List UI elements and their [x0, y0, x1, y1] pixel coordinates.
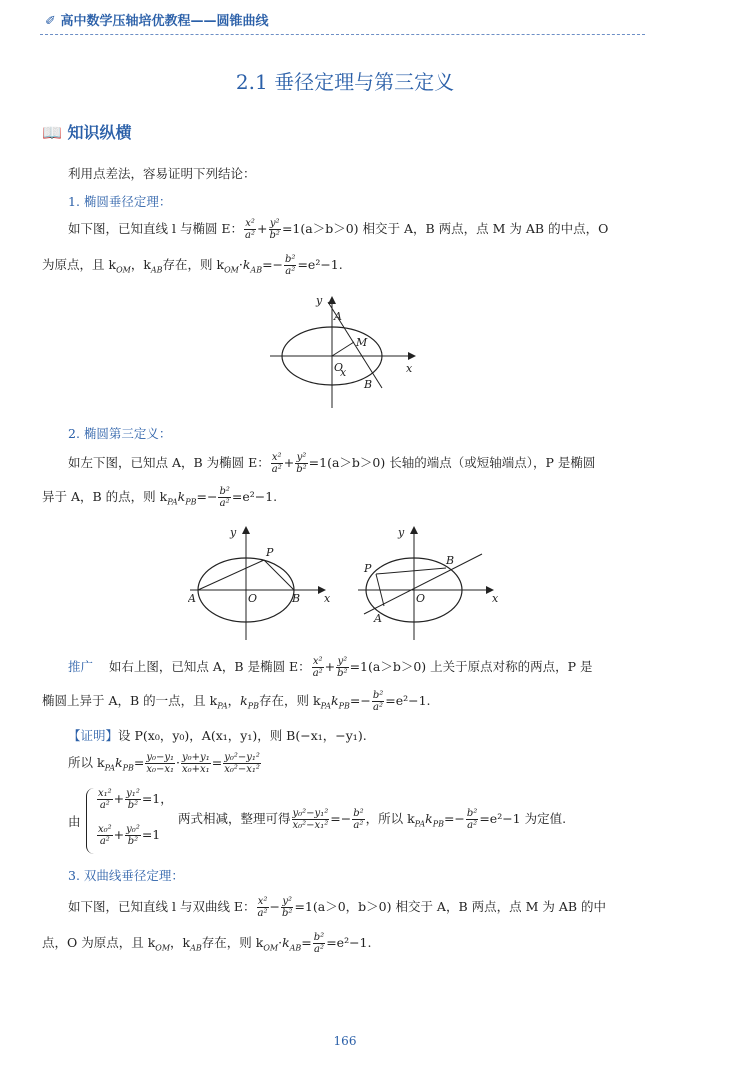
page-title: 2.1 垂径定理与第三定义 [235, 70, 455, 94]
thm3-text-f: =e²−1. [326, 935, 372, 950]
fig1-label-m: M [356, 336, 368, 349]
thm3-line1: 如下图，已知直线 l 与双曲线 E： $\frac{\text{x²}}{\text{a²}}$ − $\frac{\text{y²}}{\text{b²}}$ =1(a＞0，b＞0) 相交于 A，B 两点，点 M 为 AB 的中 [68, 896, 607, 919]
header-title: 高中数学压轴培优教程——圆锥曲线 [60, 14, 269, 29]
ext-text-c: 椭圆上异于 A，B 的一点，且 k [42, 693, 218, 708]
fig1-label-a: A [334, 310, 342, 323]
fig2-pb-segment [264, 560, 294, 590]
fig2-label-x: x [324, 592, 331, 605]
fig2-label-y: y [230, 526, 237, 539]
thm2-heading: 2. 椭圆第三定义： [68, 426, 172, 441]
thm3-text-e: 存在，则 k [201, 935, 264, 950]
thm1-text-f: =e²−1. [297, 257, 343, 272]
fig3-label-x: x [492, 592, 499, 605]
system-eq2: $\frac{\text{x₀²}}{\text{a²}}$ + $\frac{\text{y₀²}}{\text{b²}}$ =1 [98, 824, 161, 847]
thm3-line2: 点，O 为原点，且 $k_{OM}$，$k_{AB}$存在，则 $k_{OM}\cdot k_{AB}=$ $\frac{\text{b²}}{\text{a²}}$ =e²−1. [42, 932, 372, 955]
thm2-line1: 如左下图，已知点 A，B 为椭圆 E： $\frac{\text{x²}}{\text{a²}}$ + $\frac{\text{y²}}{\text{b²}}$ =1(a＞b＞0) 长轴的端点（或短轴端点），P 是椭圆 [68, 452, 596, 475]
ext-text-d: 存在，则 k [259, 693, 321, 708]
proof-label: 【证明】 [68, 728, 119, 743]
proof-text-d: ，所以 k [365, 811, 415, 826]
thm3-text-a: 如下图，已知直线 l 与双曲线 E： [68, 899, 256, 914]
header-divider [40, 34, 645, 35]
thm1-text-e: 存在，则 k [162, 257, 225, 272]
fig3-pb-segment [376, 568, 446, 574]
thm2-text-c: 异于 A，B 的点，则 k [42, 489, 168, 504]
fig3-label-a: A [374, 612, 382, 625]
section-label: 知识纵横 [67, 123, 132, 142]
thm1-text-d: ，k [130, 257, 151, 272]
fig2-pa-segment [198, 560, 264, 590]
fig3-y-arrow [410, 526, 418, 534]
thm1-text-a: 如下图，已知直线 l 与椭圆 E： [68, 221, 244, 236]
proof-line2: 所以 $k_{PA}k_{PB}=$ $\frac{\text{y₀−y₁}}{\text{x₀−x₁}}$ · $\frac{\text{y₀+y₁}}{\text{x₀+x₁}}$ = $\frac{\text{y₀²−y₁²}}{\text{x₀²−x₁²}}$ [68, 752, 260, 775]
fig3-ab-line [364, 554, 482, 614]
intro-text: 利用点差法，容易证明下列结论： [68, 166, 256, 181]
fig2-label-a: A [188, 592, 196, 605]
thm1-heading: 1. 椭圆垂径定理： [68, 194, 172, 209]
figure-ellipse-third-definition-left [188, 522, 338, 642]
fig2-label-o: O [248, 592, 258, 605]
fig1-om-segment [332, 342, 354, 356]
page-number: 166 [333, 1034, 357, 1048]
thm2-text-d: =e²−1. [231, 489, 278, 504]
thm3-heading: 3. 双曲线垂径定理： [68, 868, 184, 883]
fig1-label-x: x [340, 366, 347, 379]
fig1-label-o: O [334, 361, 344, 374]
system-eq1: $\frac{\text{x₁²}}{\text{a²}}$ + $\frac{\text{y₁²}}{\text{b²}}$ =1， [98, 788, 173, 811]
ext-line2: 椭圆上异于 A，B 的一点，且 $k_{PA}$，$k_{PB}$存在，则 $k_{PA}k_{PB}=-$ $\frac{\text{b²}}{\text{a²}}$ =e²−1. [42, 690, 431, 713]
proof-text-b: 所以 k [68, 755, 105, 770]
thm3-text-b: (a＞0，b＞0) 相交于 A，B 两点，点 M 为 AB 的中 [312, 899, 607, 914]
ext-text-b: (a＞b＞0) 上关于原点对称的两点，P 是 [368, 659, 593, 674]
ext-line1: 推广 如右上图，已知点 A，B 是椭圆 E： $\frac{\text{x²}}{\text{a²}}$ + $\frac{\text{y²}}{\text{b²}}$ =1(a＞b＞0) 上关于原点对称的两点，P 是 [68, 656, 593, 679]
fig1-label-x-axis: x [406, 362, 413, 375]
thm2-line2: 异于 A，B 的点，则 $k_{PA}k_{PB}=-$ $\frac{\text{b²}}{\text{a²}}$ =e²−1. [42, 486, 278, 509]
proof-text-c: 两式相减，整理可得 [178, 811, 291, 826]
thm3-text-d: ，k [170, 935, 191, 950]
figure-ellipse-midpoint [270, 292, 420, 412]
thm1-line1: 如下图，已知直线 l 与椭圆 E： $\frac{\text{x²}}{\text{a²}}$ + $\frac{\text{y²}}{\text{b²}}$ =1(a＞b＞0) 相交于 A，B 两点，点 M 为 AB 的中点，O [68, 218, 609, 241]
fig1-x-arrow [408, 352, 416, 360]
fig1-label-y: y [316, 294, 323, 307]
fig3-label-o: O [416, 592, 426, 605]
running-header [45, 10, 268, 29]
fig2-label-p: P [266, 546, 274, 559]
fig3-label-y: y [398, 526, 405, 539]
book-icon: 📖 [42, 123, 62, 142]
ext-label: 推广 [68, 659, 94, 674]
proof-line3-lead: 由 [68, 814, 81, 829]
fig1-label-b: B [364, 378, 373, 391]
thm1-text-b: (a＞b＞0) 相交于 A，B 两点，点 M 为 AB 的中点，O [300, 221, 609, 236]
fig3-label-p: P [364, 562, 372, 575]
thm2-text-a: 如左下图，已知点 A，B 为椭圆 E： [68, 455, 270, 470]
fig1-y-arrow [328, 296, 336, 304]
ext-text-e: =e²−1. [385, 693, 431, 708]
thm1-text-c: 为原点，且 k [42, 257, 117, 272]
proof-line1 [68, 726, 367, 744]
thm1-line2: 为原点，且 $k_{OM}$，$k_{AB}$存在，则 $k_{OM}\cdot k_{AB}=-$ $\frac{\text{b²}}{\text{a²}}$ =e²−1. [42, 254, 343, 277]
proof-text-e: =e²−1 为定值. [479, 811, 567, 826]
thm2-text-b: (a＞b＞0) 长轴的端点（或短轴端点），P 是椭圆 [327, 455, 596, 470]
figure-ellipse-third-definition-right [356, 522, 506, 642]
pencil-icon: ✐ [45, 14, 56, 29]
proof-text-a: 设 P(x₀，y₀)，A(x₁，y₁)，则 B(−x₁，−y₁). [118, 728, 367, 743]
proof-line3: 两式相减，整理可得 $\frac{\text{y₀²−y₁²}}{\text{x₀²−x₁²}}$ =− $\frac{\text{b²}}{\text{a²}}$ ，所以 $k_{PA}k_{PB}=-$ $\frac{\text{b²}}{\text{a²}}$ =e²−1 为定值. [178, 808, 567, 831]
thm3-text-c: 点，O 为原点，且 k [42, 935, 156, 950]
fig2-y-arrow [242, 526, 250, 534]
section-heading [42, 120, 132, 143]
fig2-label-b: B [292, 592, 301, 605]
fig3-label-b: B [446, 554, 455, 567]
ext-text-a: 如右上图，已知点 A，B 是椭圆 E： [108, 659, 311, 674]
